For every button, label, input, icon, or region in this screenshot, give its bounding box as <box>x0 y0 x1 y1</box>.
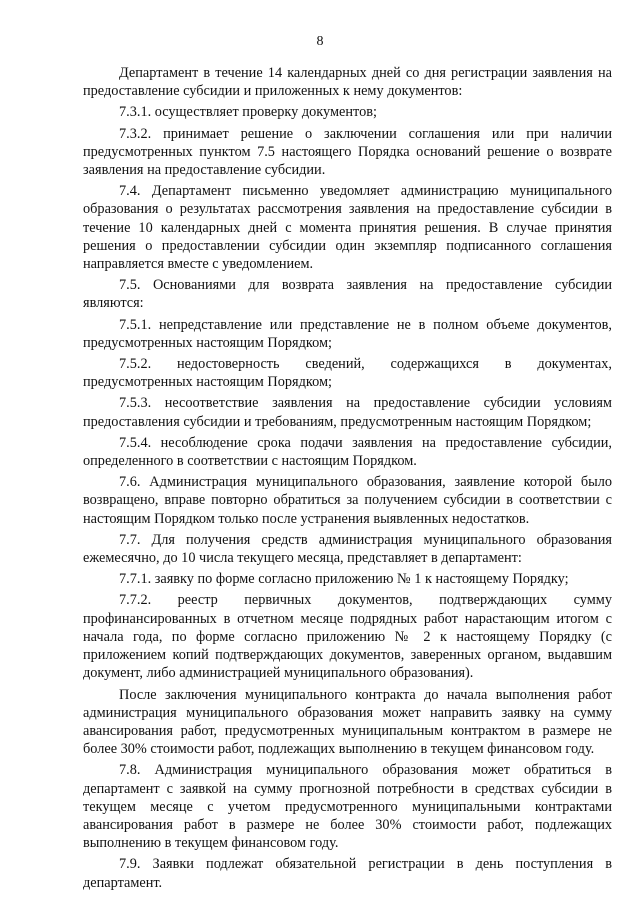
paragraph-7-6: 7.6. Администрация муниципального образования, заявление которой было возвращено, вправе повторно обратиться за получением субсидии в соответствии с настоящим Порядком только после устранения выявленных недостатков. <box>83 474 612 527</box>
paragraph-7-4: 7.4. Департамент письменно уведомляет администрацию муниципального образования о результатах рассмотрения заявления на предоставление субсидии в течение 10 календарных дней с момента принятия решения. В случае принятия решения о предоставлении субсидии один экземпляр подписанного соглашения направляется вместе с уведомлением. <box>83 183 612 273</box>
paragraph-7-5-2: 7.5.2. недостоверность сведений, содержащихся в документах, предусмотренных настоящим Порядком; <box>83 356 612 391</box>
paragraph-7-7-2: 7.7.2. реестр первичных документов, подтверждающих сумму профинансированных в отчетном месяце подрядных работ нарастающим итогом с начала года, по форме согласно приложению № 2 к настоящему Порядку (с приложением копий подтверждающих документов, заверенных органом, выдавшим документ, либо администрацией муниципального образования). <box>83 592 612 682</box>
paragraph-7-5: 7.5. Основаниями для возврата заявления на предоставление субсидии являются: <box>83 277 612 312</box>
paragraph-7-5-3: 7.5.3. несоответствие заявления на предоставление субсидии условиям предоставления субсидии и требованиям, предусмотренным настоящим Порядком; <box>83 395 612 430</box>
paragraph-7-7-1: 7.7.1. заявку по форме согласно приложению № 1 к настоящему Порядку; <box>119 571 569 588</box>
paragraph-7-3-1: 7.3.1. осуществляет проверку документов; <box>119 104 377 121</box>
paragraph-intro: Департамент в течение 14 календарных дней со дня регистрации заявления на предоставление субсидии и приложенных к нему документов: <box>83 65 612 100</box>
document-body <box>83 64 612 895</box>
paragraph-7-8: 7.8. Администрация муниципального образования может обратиться в департамент с заявкой на сумму прогнозной потребности в средствах субсидии в текущем месяце с учетом предусмотренного муниципальными контрактами авансирования работ в размере не более 30% стоимости работ, подлежащих выполнению в текущем финансовом году. <box>83 762 612 852</box>
paragraph-7-5-4: 7.5.4. несоблюдение срока подачи заявления на предоставление субсидии, определенного в соответствии с настоящим Порядком. <box>83 434 612 470</box>
paragraph-7-5-1: 7.5.1. непредставление или представление не в полном объеме документов, предусмотренных настоящим Порядком; <box>83 316 612 351</box>
paragraph-7-9: 7.9. Заявки подлежат обязательной регистрации в день поступления в департамент. <box>83 856 612 891</box>
paragraph-advance-payment: После заключения муниципального контракта до начала выполнения работ администрация муниципального образования может направить заявку на сумму авансирования работ, предусмотренных муниципальным контрактом в размере не более 30% стоимости работ, подлежащих выполнению в текущем финансовом году. <box>83 686 612 758</box>
page-number: 8 <box>316 34 324 49</box>
paragraph-7-3-2: 7.3.2. принимает решение о заключении соглашения или при наличии предусмотренных пунктом 7.5 настоящего Порядка оснований решение о возврате заявления на предоставление субсидии. <box>83 125 612 179</box>
paragraph-7-7: 7.7. Для получения средств администрация муниципального образования ежемесячно, до 10 числа текущего месяца, представляет в департамент: <box>83 531 612 567</box>
